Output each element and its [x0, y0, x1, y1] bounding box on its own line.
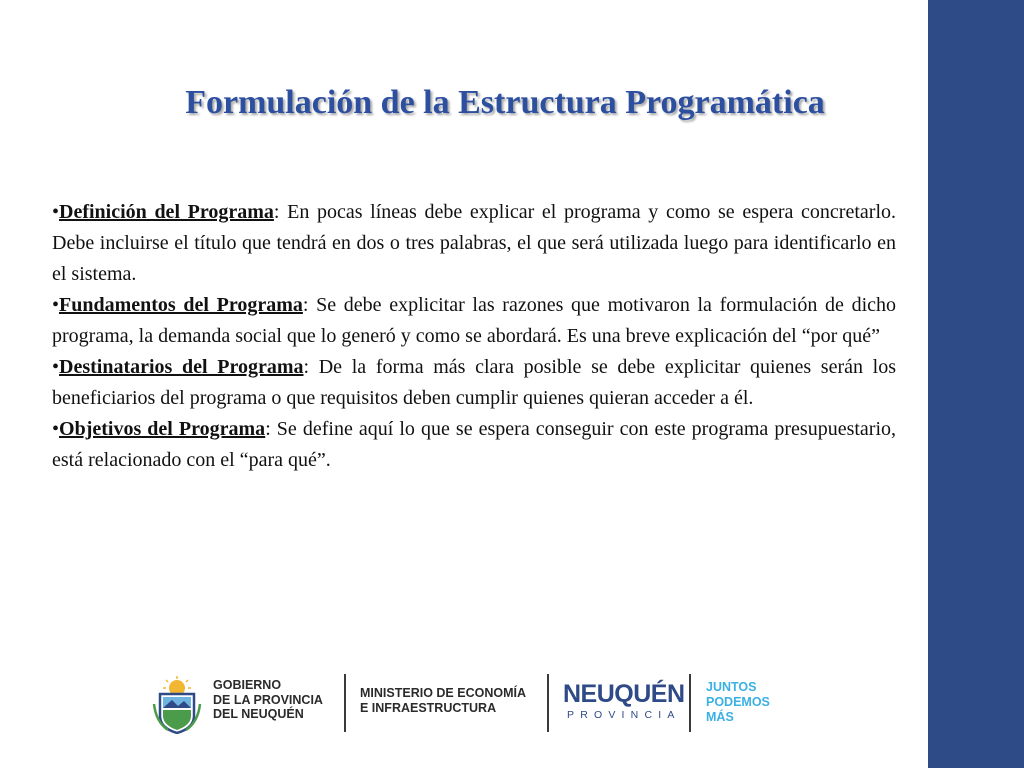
footer-logos: [0, 660, 928, 750]
slide-title: Formulación de la Estructura Programática: [185, 84, 825, 121]
juntos-podemos-mas-slogan: [706, 680, 770, 725]
slogan-line-1: JUNTOS: [706, 680, 757, 694]
neuquen-wordmark: NEUQUÉN: [563, 680, 685, 708]
logo-divider: [547, 674, 549, 732]
logo-divider: [344, 674, 346, 732]
bullet-item-definicion: •Definición del Programa: En pocas líneas debe explicar el programa y como se espera concretarlo. Debe incluirse el título que tendrá en dos o tres palabras, el que será utilizada luego para identificarlo en el sistema.: [52, 201, 896, 285]
bullet-text: : Se define aquí lo que se espera conseguir con este programa presupuestario, está relacionado con el “para qué”.: [52, 418, 896, 471]
gobierno-line-2: DE LA PROVINCIA: [213, 692, 323, 707]
bullet-list: [52, 197, 896, 476]
logo-divider: [689, 674, 691, 732]
gobierno-line-3: DEL NEUQUÉN: [213, 707, 304, 721]
bullet-item-fundamentos: •Fundamentos del Programa: Se debe explicitar las razones que motivaron la formulación de dicho programa, la demanda social que lo generó y como se abordará. Es una breve explicación del “por qué”: [52, 294, 896, 347]
gobierno-wordmark: [213, 678, 323, 722]
provincia-wordmark: PROVINCIA: [567, 709, 681, 721]
bullet-text: : Se debe explicitar las razones que motivaron la formulación de dicho programa, la demanda social que lo generó y como se abordará. Es una breve explicación del “por qué”: [52, 294, 896, 347]
ministerio-line-1: MINISTERIO DE ECONOMÍA: [360, 686, 526, 700]
gobierno-line-1: GOBIERNO: [213, 678, 282, 692]
bullet-term: Definición del Programa: [59, 201, 274, 223]
ministerio-line-2: E INFRAESTRUCTURA: [360, 701, 497, 715]
bullet-item-destinatarios: •Destinatarios del Programa: De la forma más clara posible se debe explicitar quienes serán los beneficiarios del programa o que requisitos deben cumplir quienes quieran acceder a él.: [52, 356, 896, 409]
ministerio-wordmark: [360, 686, 526, 716]
provincial-shield-icon: [152, 676, 202, 734]
bullet-item-objetivos: •Objetivos del Programa: Se define aquí lo que se espera conseguir con este programa presupuestario, está relacionado con el “para qué”.: [52, 418, 896, 471]
bullet-term: Destinatarios del Programa: [59, 356, 304, 378]
bullet-term: Fundamentos del Programa: [59, 294, 303, 316]
bullet-term: Objetivos del Programa: [59, 418, 266, 440]
slogan-line-2: PODEMOS: [706, 695, 770, 709]
slogan-line-3: MÁS: [706, 710, 734, 724]
bullet-text: : De la forma más clara posible se debe explicitar quienes serán los beneficiarios del programa o que requisitos deben cumplir quienes quieran acceder a él.: [52, 356, 896, 409]
bullet-text: : En pocas líneas debe explicar el programa y como se espera concretarlo. Debe incluirse el título que tendrá en dos o tres palabras, el que será utilizada luego para identificarlo en el sistema.: [52, 201, 896, 285]
